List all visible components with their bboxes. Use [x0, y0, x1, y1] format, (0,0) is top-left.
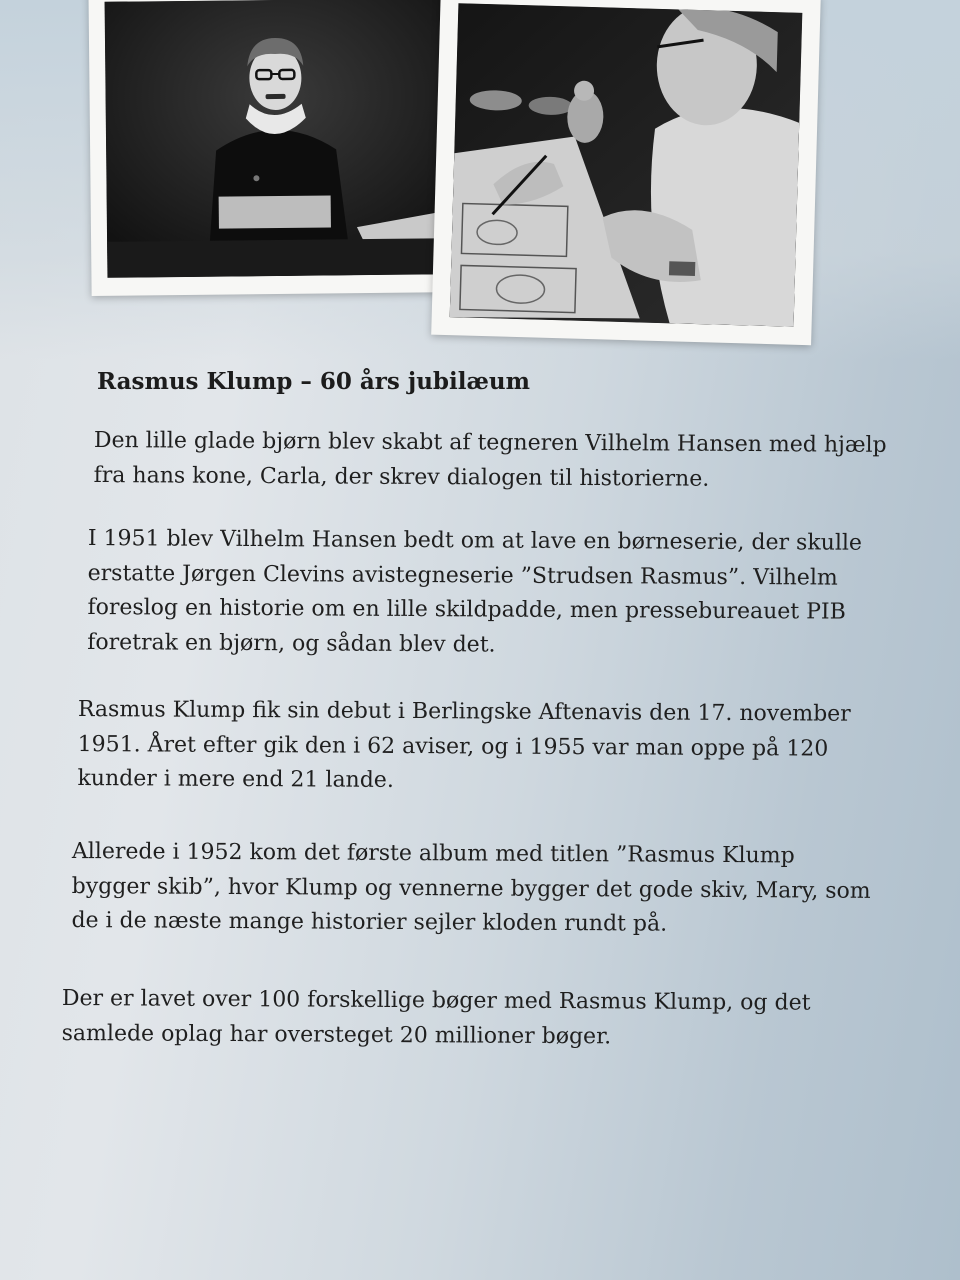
text-line: de i de næste mange historier sejler kloden rundt på.: [71, 907, 668, 937]
text-line: samlede oplag har oversteget 20 millioner bøger.: [61, 1020, 612, 1049]
text-line: Rasmus Klump fik sin debut i Berlingske Aftenavis den 17. november: [77, 696, 851, 727]
paragraph-books: [62, 982, 811, 1056]
text-line: 1951. Året efter gik den i 62 aviser, og i 1955 var man oppe på 120: [77, 731, 829, 762]
paragraph-first-album: [71, 835, 871, 943]
photo-carla-image: [105, 0, 451, 278]
photo-carla-hansen: [88, 0, 466, 296]
photo-vilhelm-hansen: [431, 0, 821, 345]
text-line: foretrak en bjørn, og sådan blev det.: [87, 629, 496, 657]
text-line: I 1951 blev Vilhelm Hansen bedt om at lave en børneserie, der skulle: [87, 525, 863, 556]
paragraph-origin: [87, 522, 862, 665]
text-line: kunder i mere end 21 lande.: [77, 765, 394, 793]
text-line: Den lille glade bjørn blev skabt af tegneren Vilhelm Hansen med hjælp: [93, 427, 887, 458]
paragraph-debut: [77, 693, 850, 801]
article-heading: Rasmus Klump – 60 års jubilæum: [97, 368, 530, 395]
text-line: bygger skib”, hvor Klump og vennerne bygger det gode skiv, Mary, som: [71, 873, 871, 904]
text-line: Allerede i 1952 kom det første album med titlen ”Rasmus Klump: [71, 838, 795, 869]
text-line: Der er lavet over 100 forskellige bøger med Rasmus Klump, og det: [61, 985, 811, 1016]
paragraph-creation: [94, 424, 887, 498]
photo-vilhelm-image: [450, 3, 803, 326]
text-line: erstatte Jørgen Clevins avistegneserie ”Strudsen Rasmus”. Vilhelm: [87, 560, 838, 591]
text-line: foreslog en historie om en lille skildpadde, men pressebureauet PIB: [87, 594, 846, 625]
text-line: fra hans kone, Carla, der skrev dialogen til historierne.: [93, 462, 710, 492]
